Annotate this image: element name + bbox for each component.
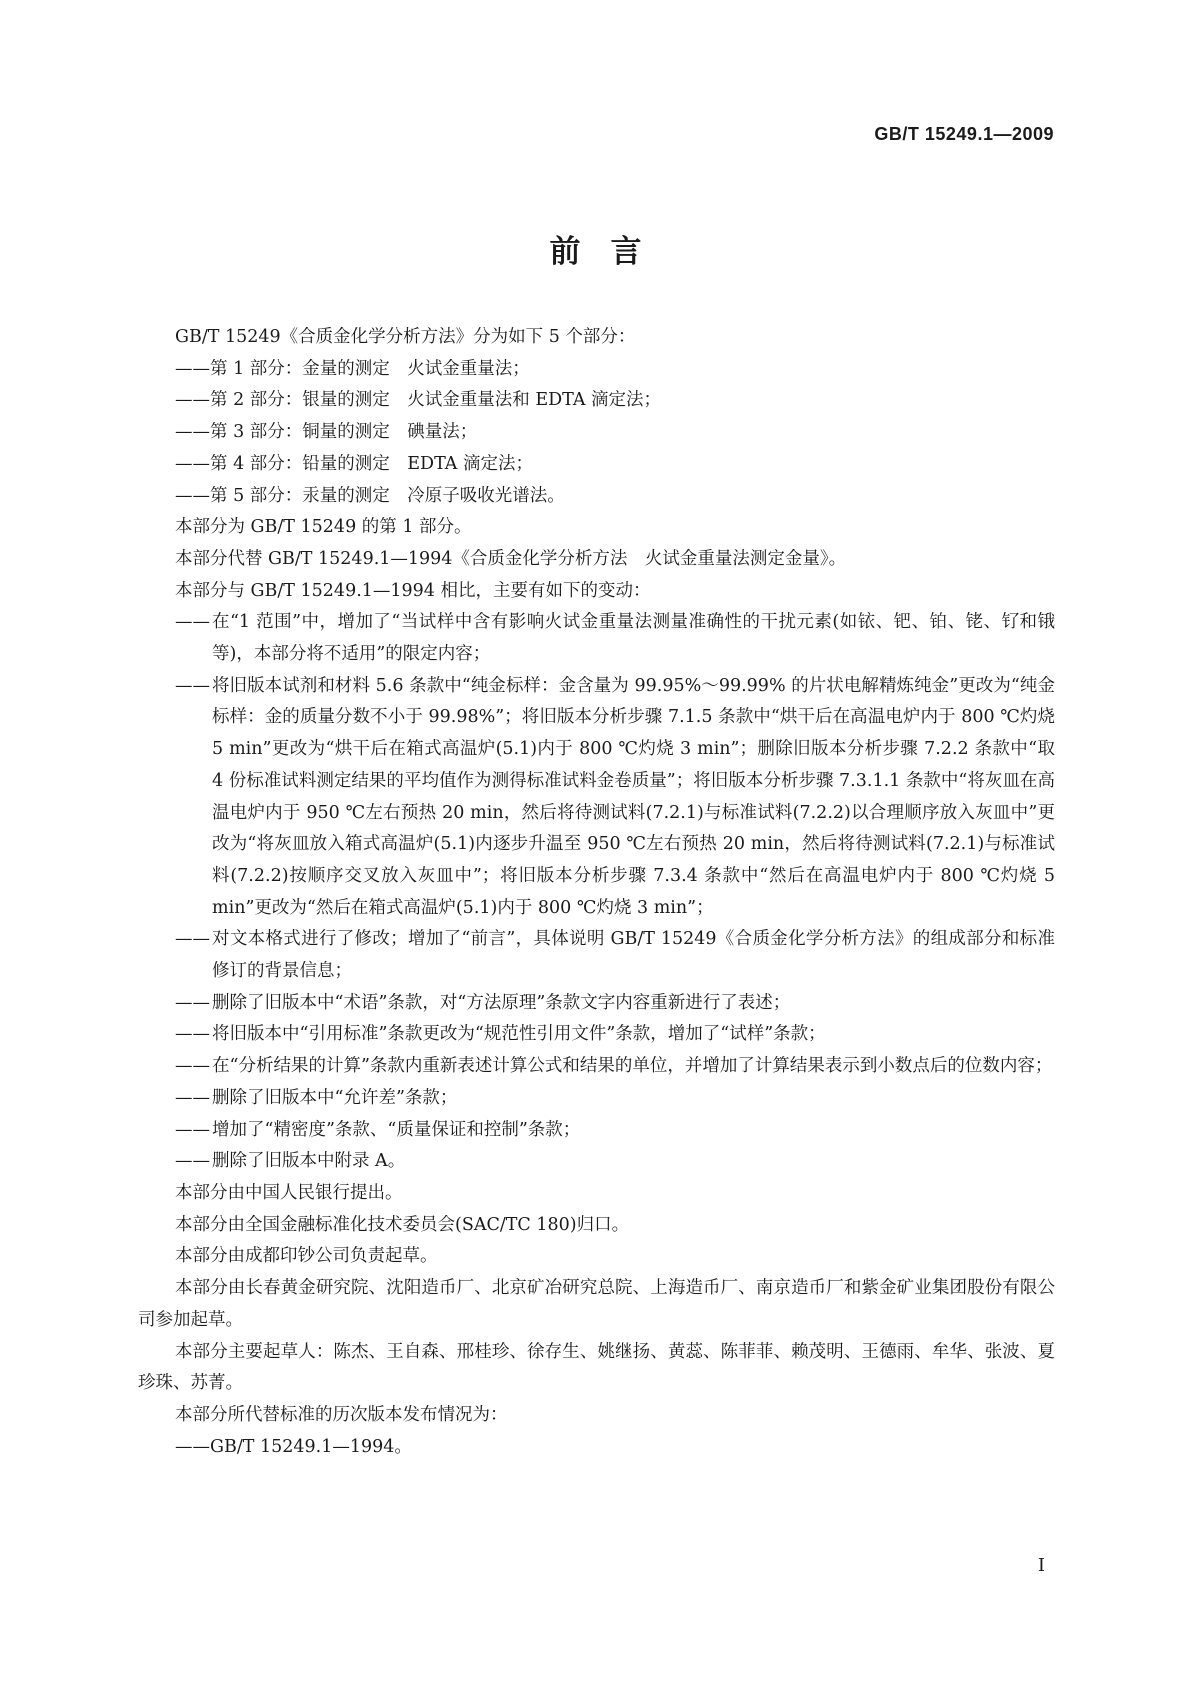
list-item: ——GB/T 15249.1—1994。 [175,1436,412,1457]
history-intro: 本部分所代替标准的历次版本发布情况为： [175,1404,508,1425]
participants: 本部分由长春黄金研究院、沈阳造币厂、北京矿冶研究总院、上海造币厂、南京造币厂和紫金矿业集团股份有限公司参加起草。 [138,1278,1055,1330]
parts-list [175,354,1055,513]
page-title: 前言 [549,234,672,270]
drafted-by: 本部分由成都印钞公司负责起草。 [175,1246,438,1267]
standard-code: GB/T 15249.1—2009 [874,124,1054,144]
replaces-statement: 本部分代替 GB/T 15249.1—1994《合质金化学分析方法 火试金重量法测定金量》。 [175,548,847,569]
list-item: —— 删除了旧版本中“允许差”条款； [175,1087,458,1108]
list-item: ——第 3 部分：铜量的测定 碘量法； [175,422,478,443]
list-item: —— 删除了旧版本中“术语”条款，对“方法原理”条款文字内容重新进行了表述； [175,992,791,1013]
foreword-body [138,322,1055,1463]
centralized-by: 本部分由全国金融标准化技术委员会(SAC/TC 180)归口。 [175,1214,630,1235]
intro-paragraph: GB/T 15249《合质金化学分析方法》分为如下 5 个部分： [175,327,636,347]
list-item: ——第 5 部分：汞量的测定 冷原子吸收光谱法。 [175,485,565,506]
list-item: —— 将旧版本试剂和材料 5.6 条款中“纯金标样：金含量为 99.95%～99.99% 的片状电解精炼纯金”更改为“纯金标样：金的质量分数不小于 99.98%”；将旧版本分析步骤 7.1.5 条款中“烘干后在高温电炉内于 800 ℃灼烧 5 min”更改为“烘干后在箱式高温炉(5.1)内于 800 ℃灼烧 3 min”；删除旧版本分析步骤 7.2.2 条款中“取 4 份标准试料测定结果的平均值作为测得标准试料金卷质量”；将旧版本分析步骤 7.3.1.1 条款中“将灰皿在高温电炉内于 950 ℃左右预热 20 min，然后将待测试料(7.2.1)与标准试料(7.2.2)以合理顺序放入灰皿中”更改为“将灰皿放入箱式高温炉(5.1)内逐步升温至 950 ℃左右预热 20 min，然后将待测试料(7.2.1)与标准试料(7.2.2)按顺序交叉放入灰皿中”；将旧版本分析步骤 7.3.4 条款中“然后在高温电炉内于 800 ℃灼烧 5 min”更改为“然后在箱式高温炉(5.1)内于 800 ℃灼烧 3 min”； [175,675,1055,918]
list-item: ——第 1 部分：金量的测定 火试金重量法； [175,358,530,379]
proposed-by: 本部分由中国人民银行提出。 [175,1182,403,1203]
list-item: —— 增加了“精密度”条款、“质量保证和控制”条款； [175,1119,581,1140]
list-item: —— 在“1 范围”中，增加了“当试样中含有影响火试金重量法测量准确性的干扰元素(如铱、钯、铂、铑、钌和锇等)，本部分将不适用”的限定内容； [175,612,1055,665]
list-item: ——第 2 部分：银量的测定 火试金重量法和 EDTA 滴定法； [175,390,662,411]
part-statement: 本部分为 GB/T 15249 的第 1 部分。 [175,517,472,538]
list-item: —— 对文本格式进行了修改；增加了“前言”，具体说明 GB/T 15249《合质金化学分析方法》的组成部分和标准修订的背景信息； [175,929,1055,982]
page-number: I [1037,1555,1045,1576]
list-item: ——第 4 部分：铅量的测定 EDTA 滴定法； [175,453,533,474]
changes-list [175,607,1055,1178]
drafters: 本部分主要起草人：陈杰、王自森、邢桂珍、徐存生、姚继扬、黄蕊、陈菲菲、赖茂明、王德雨、牟华、张波、夏珍珠、苏菁。 [138,1341,1055,1394]
list-item: —— 在“分析结果的计算”条款内重新表述计算公式和结果的单位，并增加了计算结果表示到小数点后的位数内容； [175,1056,1053,1077]
list-item: —— 将旧版本中“引用标准”条款更改为“规范性引用文件”条款，增加了“试样”条款； [175,1024,826,1045]
changes-intro: 本部分与 GB/T 15249.1—1994 相比，主要有如下的变动： [175,580,651,601]
list-item: —— 删除了旧版本中附录 A。 [175,1151,406,1172]
